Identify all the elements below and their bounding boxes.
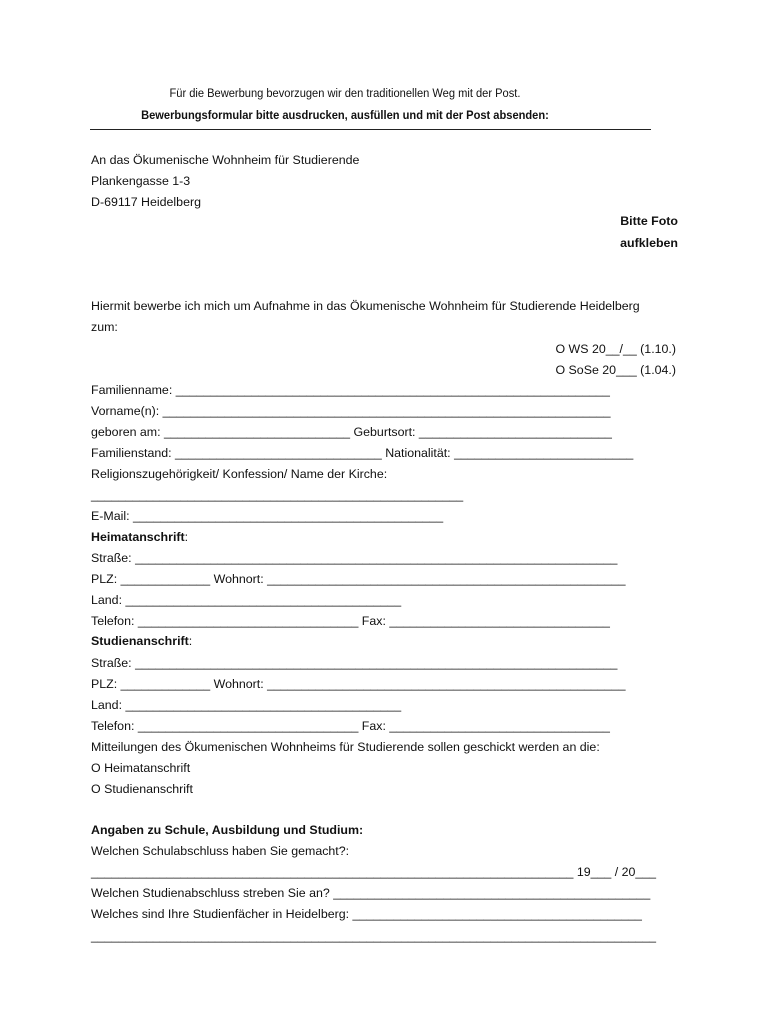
vorname-field[interactable]: Vorname(n): _________________________________________________________________ xyxy=(91,404,611,418)
mitteilungen-text: Mitteilungen des Ökumenischen Wohnheims für Studierende sollen geschickt werden an die: xyxy=(91,740,600,754)
religion-field[interactable]: ______________________________________________________ xyxy=(91,488,464,502)
schulabschluss-question: Welchen Schulabschluss haben Sie gemacht?: xyxy=(91,844,350,858)
intro-text: Für die Bewerbung bevorzugen wir den traditionellen Weg mit der Post. xyxy=(169,86,521,100)
familienname-field[interactable]: Familienname: _______________________________________________________________ xyxy=(91,383,610,397)
studien-title xyxy=(91,634,192,648)
option-heimatanschrift[interactable]: O Heimatanschrift xyxy=(91,761,191,775)
schulabschluss-field[interactable]: ______________________________________________________________________ 19___ / 20___ xyxy=(91,865,657,879)
heimat-plz-field[interactable]: PLZ: _____________ Wohnort: ____________________________________________________ xyxy=(91,572,626,586)
studien-title-text: Studienanschrift xyxy=(91,634,189,648)
studienfaecher-extra-field[interactable]: __________________________________________________________________________________ xyxy=(91,929,657,943)
photo-note-line-2: aufkleben xyxy=(620,236,678,250)
email-field[interactable]: E-Mail: _____________________________________________ xyxy=(91,509,444,523)
studien-telefon-field[interactable]: Telefon: ________________________________ Fax: ________________________________ xyxy=(91,719,610,733)
application-text-2: zum: xyxy=(91,320,118,334)
option-ws[interactable]: O WS 20__/__ (1.10.) xyxy=(555,342,676,356)
schule-title: Angaben zu Schule, Ausbildung und Studium: xyxy=(91,823,364,837)
studien-land-field[interactable]: Land: ________________________________________ xyxy=(91,698,402,712)
studien-plz-field[interactable]: PLZ: _____________ Wohnort: ____________________________________________________ xyxy=(91,677,626,691)
option-sose[interactable]: O SoSe 20___ (1.04.) xyxy=(555,363,676,377)
heimat-title xyxy=(91,530,188,544)
application-text-1: Hiermit bewerbe ich mich um Aufnahme in das Ökumenische Wohnheim für Studierende Heidelberg xyxy=(91,299,640,313)
studienfaecher-field[interactable]: Welches sind Ihre Studienfächer in Heidelberg: __________________________________________ xyxy=(91,907,642,921)
studien-strasse-field[interactable]: Straße: ______________________________________________________________________ xyxy=(91,656,618,670)
header-divider xyxy=(90,129,651,130)
heimat-strasse-field[interactable]: Straße: ______________________________________________________________________ xyxy=(91,551,618,565)
geboren-field[interactable]: geboren am: ___________________________ Geburtsort: ____________________________ xyxy=(91,425,612,439)
photo-note-line-1: Bitte Foto xyxy=(620,214,678,228)
instruction-text: Bewerbungsformular bitte ausdrucken, ausfüllen und mit der Post absenden: xyxy=(141,108,549,122)
address-line-1: An das Ökumenische Wohnheim für Studierende xyxy=(91,153,360,167)
address-line-3: D-69117 Heidelberg xyxy=(91,195,201,209)
familienstand-field[interactable]: Familienstand: ______________________________ Nationalität: __________________________ xyxy=(91,446,634,460)
heimat-telefon-field[interactable]: Telefon: ________________________________ Fax: ________________________________ xyxy=(91,614,610,628)
studien-title-colon: : xyxy=(188,634,193,648)
religion-label: Religionszugehörigkeit/ Konfession/ Name der Kirche: xyxy=(91,467,388,481)
address-line-2: Plankengasse 1-3 xyxy=(91,174,191,188)
studienabschluss-field[interactable]: Welchen Studienabschluss streben Sie an? ______________________________________________ xyxy=(91,886,651,900)
option-studienanschrift[interactable]: O Studienanschrift xyxy=(91,782,193,796)
heimat-title-colon: : xyxy=(184,530,189,544)
heimat-land-field[interactable]: Land: ________________________________________ xyxy=(91,593,402,607)
heimat-title-text: Heimatanschrift xyxy=(91,530,185,544)
